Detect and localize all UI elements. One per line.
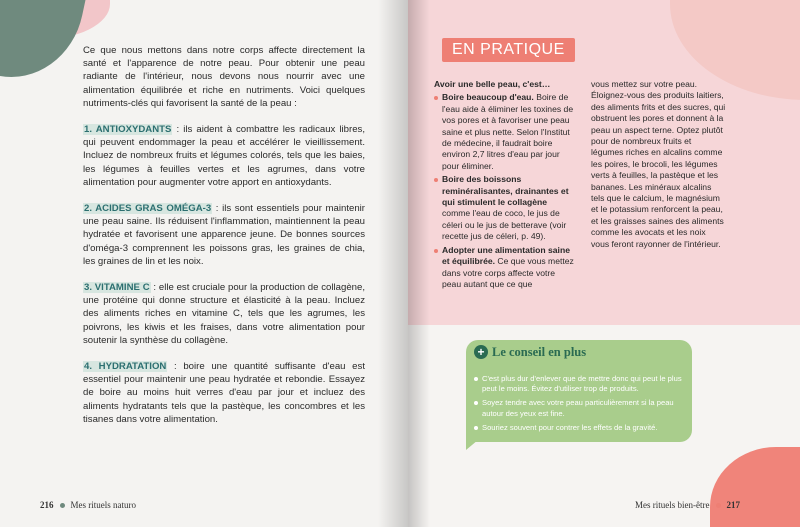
nutrient-paragraph-antioxydants [83,123,365,189]
nutrient-text: : boire une quantité suffisante d'eau est essentiel pour maintenir une peau hydratée et rebondie. Essayez de boire au moins huit verres d'eau par jour et incluez des aliments hydratants tels que la pastèque, les concombres et les tisanes dans votre alimentation. [83,361,365,425]
intro-paragraph: Ce que nous mettons dans notre corps affecte directement la santé et l'apparence de notre peau. Pour obtenir une peau radiante de l'intérieur, nous devons nous nourrir avec une alimentation équilibrée et riche en nutriments. Voici quelques nutriments-clés qui favorisent la santé de la peau : [83,45,365,109]
running-title: Mes rituels bien-être [635,500,710,510]
nutrient-text: : ils aident à combattre les radicaux libres, qui peuvent endommager la peau et accélérer le vieillissement. Incluez de nombreux fruits et légumes colorés, tels que les baies, les légumes à feuilles vertes et les agrumes, dans votre alimentation pour augmenter votre apport en antioxydants. [83,124,365,188]
tip-item: Souriez souvent pour contrer les effets de la gravité. [474,423,686,433]
practice-item-text: Boire de l'eau aide à éliminer les toxines de vos pores et à favoriser une peau saine et plus nette. Selon l'Institut de médecine, il faudrait boire environ 2,7 litres d'eau par jour pour éliminer. [442,92,574,171]
practice-item-title: Boire des boissons reminéralisantes, drainantes et qui stimulent le collagène [442,174,569,208]
practice-lead: Avoir une belle peau, c'est… [434,79,551,89]
practice-column-1 [434,79,574,292]
running-title: Mes rituels naturo [70,500,136,510]
gutter-shadow [378,0,408,527]
bullet-dot-icon [716,503,721,508]
left-folio [40,500,136,510]
tip-title: Le conseil en plus [492,345,587,359]
practice-item [434,245,574,291]
practice-item [434,174,574,242]
practice-item [434,92,574,172]
page-number: 217 [726,500,740,510]
nutrient-text: : elle est cruciale pour la production de collagène, une protéine qui donne structure et élasticité à la peau. Incluez des aliments riches en vitamine C, tels que les agrumes, les poivrons, les kiwis et les fraises, dans votre alimentation pour soutenir la synthèse du collagène. [83,282,365,346]
nutrient-paragraph-vitamine-c [83,281,365,347]
nutrient-term: 3. VITAMINE C [84,282,150,294]
nutrient-term: 4. HYDRATATION [84,361,167,373]
nutrient-paragraph-omega3 [83,202,365,268]
right-page [408,0,800,527]
practice-column-2: vous mettez sur votre peau. Éloignez-vous des produits laitiers, des aliments frits et des sucres, qui obstruent les pores et donnent à la peau un aspect terne. Optez plutôt pour de nombreux fruits et légumes riches en alcalins comme les poires, le brocoli, les légumes verts à feuilles, la pastèque et les bananes. Les minéraux alcalins tels que le calcium, le magnésium et le potassium renforcent la peau, et les graisses saines des aliments comme les avocats et les noix vous feront rayonner de l'intérieur. [591,79,726,249]
practice-item-title: Boire beaucoup d'eau. [442,92,534,103]
section-badge: EN PRATIQUE [442,38,575,62]
tip-item: Soyez tendre avec votre peau particulièrement si la peau autour des yeux est fine. [474,398,686,418]
page-number: 216 [40,500,54,510]
practice-item-title: Adopter une alimentation saine et équilibrée. [442,244,570,267]
practice-item-text: comme l'eau de coco, le jus de céleri ou le jus de betterave (voir recette jus de céleri, p. 49). [442,208,567,242]
nutrient-paragraph-hydratation [83,360,365,426]
right-folio [635,500,740,510]
plus-icon: + [474,345,488,359]
tip-list [474,374,686,437]
bullet-dot-icon [60,503,65,508]
tip-header [466,340,692,364]
decorative-green-shape [0,0,91,90]
nutrient-text: : ils sont essentiels pour maintenir une peau saine. Ils réduisent l'inflammation, maintiennent la peau hydratée et favorisent une apparence jeune. De bonnes sources d'oméga-3 comprennent les poissons gras, les graines de chia, les graines de lin et les noix. [83,203,365,267]
gutter-shadow [408,0,430,527]
nutrient-term: 2. ACIDES GRAS OMÉGA-3 [84,203,212,215]
practice-item-text: Ce que vous mettez dans votre corps affecte votre peau autant que ce que [442,256,574,289]
left-body [83,44,365,439]
tip-box-tail [466,440,478,450]
decorative-coral-shape [710,447,800,527]
nutrient-term: 1. ANTIOXYDANTS [84,124,172,136]
tip-item: C'est plus dur d'enlever que de mettre donc qui peut le plus peut le moins. Évitez d'utiliser trop de produits. [474,374,686,394]
